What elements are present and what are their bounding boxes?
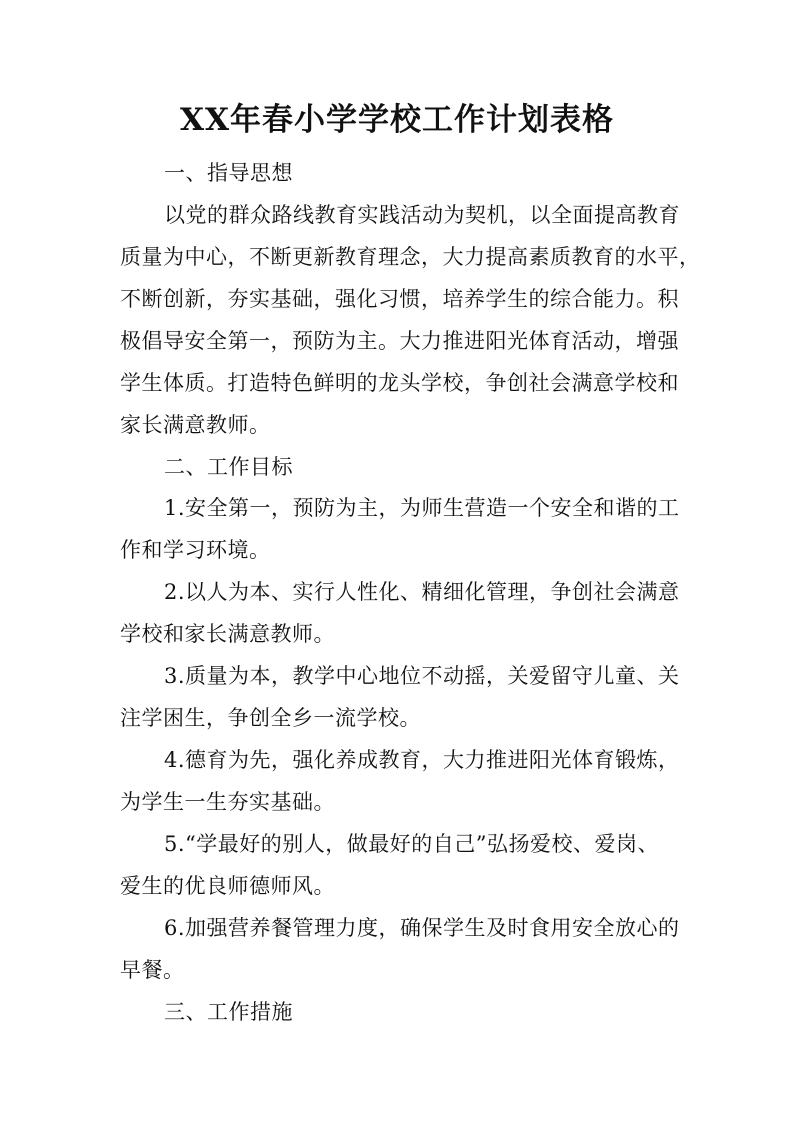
goal-item-line: 作和学习环境。 bbox=[120, 538, 271, 562]
paragraph-line: 质量为中心，不断更新教育理念，大力提高素质教育的水平， bbox=[120, 245, 701, 269]
section-heading-work-measures: 三、工作措施 bbox=[164, 1000, 293, 1024]
goal-item-line: 6.加强营养餐管理力度，确保学生及时食用安全放心的 bbox=[164, 916, 680, 940]
document-title: XX年春小学学校工作计划表格 bbox=[179, 102, 615, 138]
paragraph-line: 学生体质。打造特色鲜明的龙头学校，争创社会满意学校和 bbox=[120, 371, 679, 395]
section-heading-guiding-ideology: 一、指导思想 bbox=[164, 161, 293, 185]
goal-item-line: 3.质量为本，教学中心地位不动摇，关爱留守儿童、关 bbox=[164, 664, 680, 688]
goal-item-line: 学校和家长满意教师。 bbox=[120, 622, 335, 646]
goal-item-line: 为学生一生夯实基础。 bbox=[120, 790, 335, 814]
paragraph-line: 不断创新，夯实基础，强化习惯，培养学生的综合能力。积 bbox=[120, 287, 679, 311]
goal-item-line: 注学困生，争创全乡一流学校。 bbox=[120, 706, 421, 730]
section-heading-work-goals: 二、工作目标 bbox=[164, 455, 293, 479]
paragraph-line: 极倡导安全第一，预防为主。大力推进阳光体育活动，增强 bbox=[120, 329, 679, 353]
paragraph-line: 家长满意教师。 bbox=[120, 413, 271, 437]
goal-item-line: 早餐。 bbox=[120, 958, 185, 982]
goal-item-line: 1.安全第一，预防为主，为师生营造一个安全和谐的工 bbox=[164, 496, 680, 520]
goal-item-line: 4.德育为先，强化养成教育，大力推进阳光体育锻炼， bbox=[164, 748, 680, 772]
paragraph-line: 以党的群众路线教育实践活动为契机，以全面提高教育 bbox=[164, 203, 680, 227]
goal-item-line: 5.“学最好的别人，做最好的自己”弘扬爱校、爱岗、 bbox=[164, 832, 660, 856]
goal-item-line: 2.以人为本、实行人性化、精细化管理，争创社会满意 bbox=[164, 580, 680, 604]
goal-item-line: 爱生的优良师德师风。 bbox=[120, 874, 335, 898]
